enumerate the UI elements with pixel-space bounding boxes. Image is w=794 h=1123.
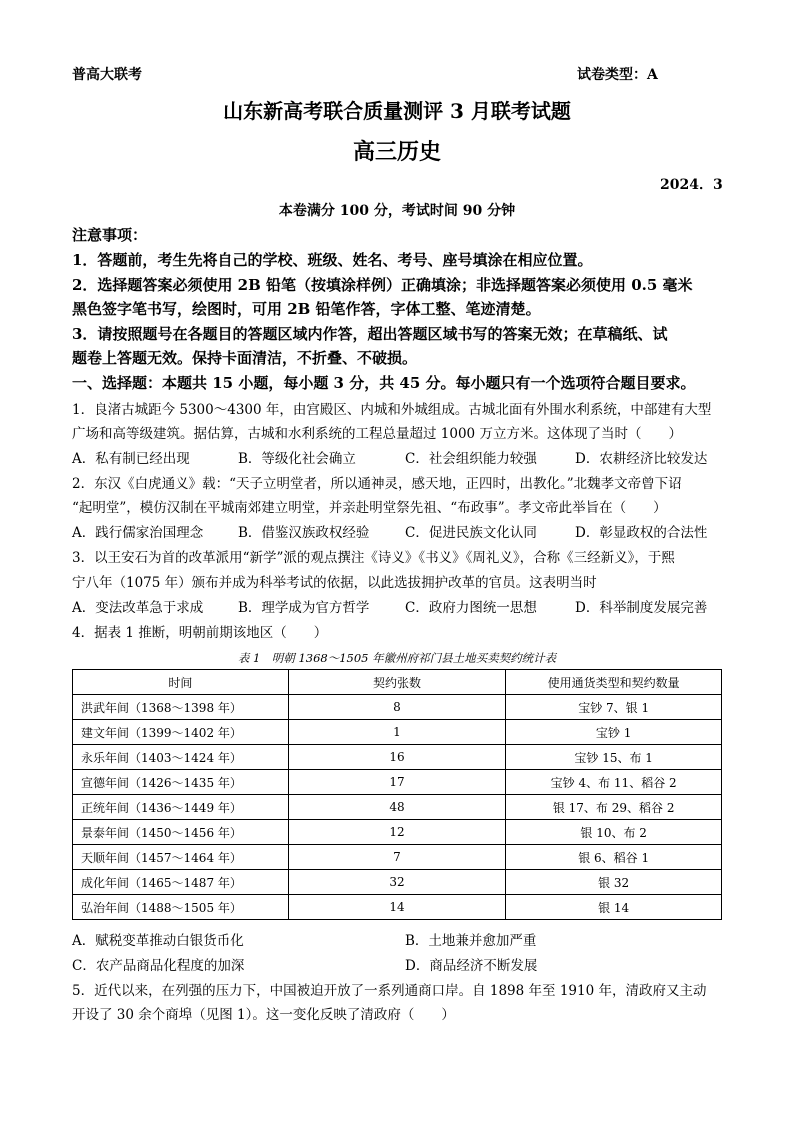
- column-header: 契约张数: [288, 670, 506, 695]
- notice-line: 3．请按照题号在各题目的答题区域内作答，超出答题区域书写的答案无效；在草稿纸、试: [72, 325, 668, 343]
- table-cell: 洪武年间（1368～1398 年）: [73, 695, 289, 720]
- table-cell: 银 14: [506, 895, 722, 920]
- option-d: D．科举制度发展完善: [575, 600, 708, 616]
- question-text: 1．良渚古城距今 5300～4300 年，由宫殿区、内城和外城组成。古城北面有外围水利系统，中部建有大型: [72, 402, 712, 418]
- column-header: 使用通货类型和契约数量: [506, 670, 722, 695]
- table-cell: 16: [288, 745, 506, 770]
- exam-date: 2024．3: [660, 177, 723, 193]
- option-d: D．彰显政权的合法性: [575, 525, 708, 541]
- table-row: [73, 820, 722, 845]
- option-c: C．政府力图统一思想: [405, 600, 537, 616]
- question-text: 2．东汉《白虎通义》载：“天子立明堂者，所以通神灵，感天地，正四时，出教化。”北魏孝文帝曾下诏: [72, 476, 682, 492]
- land-contract-table: [72, 669, 722, 920]
- table-cell: 宣德年间（1426～1435 年）: [73, 770, 289, 795]
- option-a: A．赋税变革推动白银货币化: [72, 933, 244, 949]
- section-heading: 一、选择题：本题共 15 小题，每小题 3 分，共 45 分。每小题只有一个选项符合题目要求。: [72, 374, 696, 392]
- option-a: A．变法改革急于求成: [72, 600, 204, 616]
- table-cell: 银 32: [506, 870, 722, 895]
- table-cell: 8: [288, 695, 506, 720]
- option-b: B．借鉴汉族政权经验: [238, 525, 370, 541]
- option-a: A．践行儒家治国理念: [72, 525, 204, 541]
- header-right: 试卷类型：A: [577, 67, 658, 83]
- table-cell: 宝钞 7、银 1: [506, 695, 722, 720]
- question-text: 开设了 30 余个商埠（见图 1）。这一变化反映了清政府（ ）: [72, 1007, 455, 1023]
- table-header-row: [73, 670, 722, 695]
- table-cell: 弘治年间（1488～1505 年）: [73, 895, 289, 920]
- table-cell: 永乐年间（1403～1424 年）: [73, 745, 289, 770]
- table-cell: 14: [288, 895, 506, 920]
- table-row: [73, 695, 722, 720]
- table-cell: 天顺年间（1457～1464 年）: [73, 845, 289, 870]
- question-text: 宁八年（1075 年）颁布并成为科举考试的依据，以此选拔拥护改革的官员。这表明当时: [72, 575, 597, 591]
- table-cell: 银 17、布 29、稻谷 2: [506, 795, 722, 820]
- question-text: 广场和高等级建筑。据估算，古城和水利系统的工程总量超过 1000 万立方米。这体现了当时（ ）: [72, 426, 682, 442]
- table-row: [73, 870, 722, 895]
- question-text: 3．以王安石为首的改革派用“新学”派的观点撰注《诗义》《书义》《周礼义》，合称《三经新义》，于熙: [72, 550, 675, 566]
- table-row: [73, 795, 722, 820]
- table-cell: 银 6、稻谷 1: [506, 845, 722, 870]
- table-caption: 表 1 明朝 1368～1505 年徽州府祁门县土地买卖契约统计表: [237, 651, 557, 665]
- table-cell: 宝钞 1: [506, 720, 722, 745]
- table-cell: 宝钞 4、布 11、稻谷 2: [506, 770, 722, 795]
- option-c: C．社会组织能力较强: [405, 451, 537, 467]
- option-c: C．农产品商品化程度的加深: [72, 958, 245, 974]
- table-row: [73, 745, 722, 770]
- question-text: 4．据表 1 推断，明朝前期该地区（ ）: [72, 625, 328, 641]
- option-d: D．农耕经济比较发达: [575, 451, 708, 467]
- table-row: [73, 770, 722, 795]
- notice-line: 2．选择题答案必须使用 2B 铅笔（按填涂样例）正确填涂；非选择题答案必须使用 0.5 毫米: [72, 276, 693, 294]
- table-cell: 1: [288, 720, 506, 745]
- notice-line: 黑色签字笔书写，绘图时，可用 2B 铅笔作答，字体工整、笔迹清楚。: [72, 300, 541, 318]
- column-header: 时间: [73, 670, 289, 695]
- table-cell: 32: [288, 870, 506, 895]
- option-c: C．促进民族文化认同: [405, 525, 537, 541]
- table-cell: 48: [288, 795, 506, 820]
- table-cell: 12: [288, 820, 506, 845]
- table-cell: 正统年间（1436～1449 年）: [73, 795, 289, 820]
- table-cell: 7: [288, 845, 506, 870]
- option-a: A．私有制已经出现: [72, 451, 190, 467]
- option-b: B．土地兼并愈加严重: [405, 933, 537, 949]
- table-row: [73, 845, 722, 870]
- exam-subtitle: 高三历史: [352, 139, 441, 165]
- option-b: B．理学成为官方哲学: [238, 600, 370, 616]
- question-text: “起明堂”，模仿汉制在平城南郊建立明堂，并亲赴明堂祭先祖、“布政事”。孝文帝此举旨在（ ）: [72, 500, 667, 516]
- full-marks-note: 本卷满分 100 分，考试时间 90 分钟: [278, 203, 516, 219]
- question-text: 5．近代以来，在列强的压力下，中国被迫开放了一系列通商口岸。自 1898 年至 1910 年，清政府又主动: [72, 983, 707, 999]
- header-left: 普高大联考: [72, 67, 142, 83]
- table-cell: 景泰年间（1450～1456 年）: [73, 820, 289, 845]
- table-cell: 成化年间（1465～1487 年）: [73, 870, 289, 895]
- table-cell: 17: [288, 770, 506, 795]
- table-cell: 建文年间（1399～1402 年）: [73, 720, 289, 745]
- notice-line: 题卷上答题无效。保持卡面清洁，不折叠、不破损。: [72, 349, 418, 367]
- exam-title: 山东新高考联合质量测评 3 月联考试题: [223, 99, 571, 123]
- table-cell: 宝钞 15、布 1: [506, 745, 722, 770]
- table-cell: 银 10、布 2: [506, 820, 722, 845]
- notice-line: 1．答题前，考生先将自己的学校、班级、姓名、考号、座号填涂在相应位置。: [72, 251, 593, 269]
- option-d: D．商品经济不断发展: [405, 958, 538, 974]
- table-row: [73, 895, 722, 920]
- option-b: B．等级化社会确立: [238, 451, 356, 467]
- table-row: [73, 720, 722, 745]
- notice-heading: 注意事项：: [72, 226, 148, 244]
